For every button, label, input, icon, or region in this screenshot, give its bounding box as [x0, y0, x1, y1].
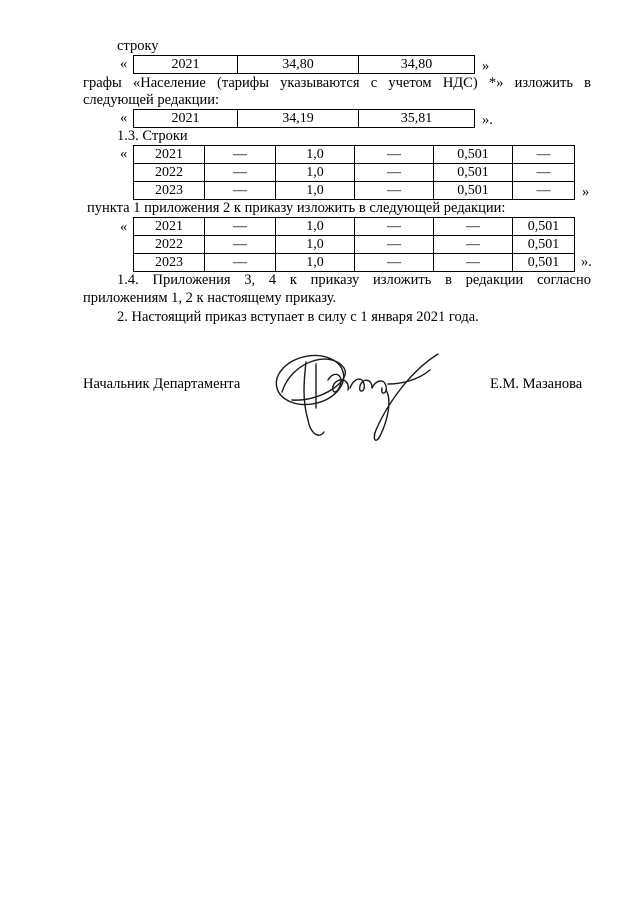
- table-cell: —: [205, 218, 276, 236]
- table-b: [133, 109, 475, 128]
- table-row: [134, 254, 575, 272]
- table-cell: 2023: [134, 182, 205, 200]
- table-cell: 2021: [134, 218, 205, 236]
- table-cell: 2022: [134, 236, 205, 254]
- table-cell: 0,501: [513, 218, 575, 236]
- table-c: [133, 145, 575, 200]
- table-cell: —: [355, 164, 434, 182]
- signer-name: Е.М. Мазанова: [490, 376, 583, 392]
- close-quote: »: [582, 184, 590, 200]
- table-cell: 0,501: [434, 182, 513, 200]
- table-cell: 1,0: [276, 218, 355, 236]
- intro-line: строку: [117, 38, 159, 54]
- table-cell: —: [355, 182, 434, 200]
- table-cell: —: [355, 254, 434, 272]
- section-heading: 1.3. Строки: [117, 128, 188, 144]
- table-cell: 2022: [134, 164, 205, 182]
- table-cell: 2021: [134, 56, 238, 74]
- table-cell: 0,501: [434, 164, 513, 182]
- paragraph: пункта 1 приложения 2 к приказу изложить в следующей редакции:: [87, 200, 506, 216]
- table-cell: —: [434, 218, 513, 236]
- paragraph: графы «Население (тарифы указываются с учетом НДС) *» изложить в: [83, 75, 591, 91]
- table-row: [134, 110, 475, 128]
- table-cell: 1,0: [276, 254, 355, 272]
- table-cell: —: [513, 146, 575, 164]
- open-quote: «: [120, 56, 128, 72]
- table-cell: —: [513, 164, 575, 182]
- handwritten-signature: [262, 340, 442, 450]
- close-quote: ».: [482, 112, 493, 128]
- table-cell: 0,501: [513, 254, 575, 272]
- table-cell: —: [355, 218, 434, 236]
- paragraph: 1.4. Приложения 3, 4 к приказу изложить в редакции согласно: [117, 272, 591, 288]
- table-row: [134, 146, 575, 164]
- table-cell: —: [205, 254, 276, 272]
- table-cell: —: [205, 182, 276, 200]
- close-quote: »: [482, 58, 490, 74]
- table-cell: —: [513, 182, 575, 200]
- table-row: [134, 56, 475, 74]
- table-cell: 0,501: [513, 236, 575, 254]
- table-cell: —: [355, 236, 434, 254]
- table-row: [134, 236, 575, 254]
- paragraph: 2. Настоящий приказ вступает в силу с 1 января 2021 года.: [117, 309, 479, 325]
- table-cell: —: [434, 254, 513, 272]
- table-cell: 35,81: [359, 110, 475, 128]
- open-quote: «: [120, 146, 128, 162]
- table-cell: 0,501: [434, 146, 513, 164]
- table-cell: —: [355, 146, 434, 164]
- table-a: [133, 55, 475, 74]
- table-cell: —: [205, 236, 276, 254]
- table-row: [134, 182, 575, 200]
- table-row: [134, 218, 575, 236]
- table-cell: 34,19: [238, 110, 359, 128]
- table-cell: —: [205, 164, 276, 182]
- table-cell: 1,0: [276, 182, 355, 200]
- table-cell: 34,80: [359, 56, 475, 74]
- table-cell: —: [434, 236, 513, 254]
- paragraph: приложениям 1, 2 к настоящему приказу.: [83, 290, 337, 306]
- table-cell: 2023: [134, 254, 205, 272]
- table-cell: 34,80: [238, 56, 359, 74]
- table-cell: 1,0: [276, 146, 355, 164]
- table-cell: 1,0: [276, 164, 355, 182]
- table-d: [133, 217, 575, 272]
- signer-position: Начальник Департамента: [83, 376, 241, 392]
- open-quote: «: [120, 110, 128, 126]
- table-cell: 2021: [134, 110, 238, 128]
- table-cell: —: [205, 146, 276, 164]
- table-cell: 2021: [134, 146, 205, 164]
- close-quote: ».: [581, 254, 592, 270]
- open-quote: «: [120, 219, 128, 235]
- table-row: [134, 164, 575, 182]
- paragraph: следующей редакции:: [83, 92, 220, 108]
- table-cell: 1,0: [276, 236, 355, 254]
